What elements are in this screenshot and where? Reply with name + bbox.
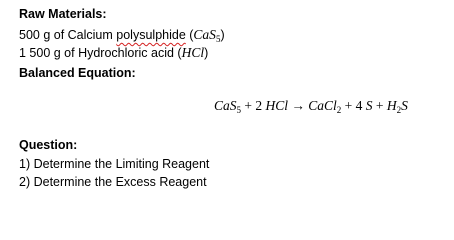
balanced-equation-heading: Balanced Equation:: [19, 66, 136, 80]
eq-coef-s: 4: [355, 98, 366, 113]
eq-cas5: CaS$_5$: [214, 98, 242, 115]
eq-arrow: →: [288, 98, 309, 113]
question-1: 1) Determine the Limiting Reagent: [19, 157, 210, 171]
question-heading: Question:: [19, 138, 78, 152]
balanced-equation: [214, 97, 408, 115]
calcium-quantity-text: 500 g of Calcium: [19, 28, 117, 42]
hcl-close-paren: ): [204, 46, 209, 60]
eq-plus-3: +: [372, 98, 387, 113]
eq-hcl: HCl: [265, 98, 289, 113]
eq-h2s: $H_2S$: [386, 98, 408, 115]
eq-s: S: [365, 98, 373, 113]
hcl-formula: HCl: [181, 45, 205, 60]
polysulphide-word: polysulphide: [116, 28, 186, 42]
question-2: 2) Determine the Excess Reagent: [19, 175, 207, 189]
hcl-quantity-text: 1 500 g of Hydrochloric acid (: [19, 46, 182, 60]
eq-plus-2: +: [341, 98, 356, 113]
cas5-formula: CaS$_5$: [193, 27, 221, 44]
raw-material-item-calcium-polysulphide: [19, 27, 225, 43]
eq-cacl2: CaCl$_2$: [308, 98, 342, 115]
calcium-close-paren: ): [220, 28, 225, 42]
eq-plus-1: +: [241, 98, 256, 113]
eq-coef-hcl: 2: [255, 98, 266, 113]
calcium-open-paren: (: [185, 28, 194, 42]
raw-material-item-hydrochloric-acid: [19, 45, 208, 61]
raw-materials-heading: Raw Materials:: [19, 7, 107, 21]
